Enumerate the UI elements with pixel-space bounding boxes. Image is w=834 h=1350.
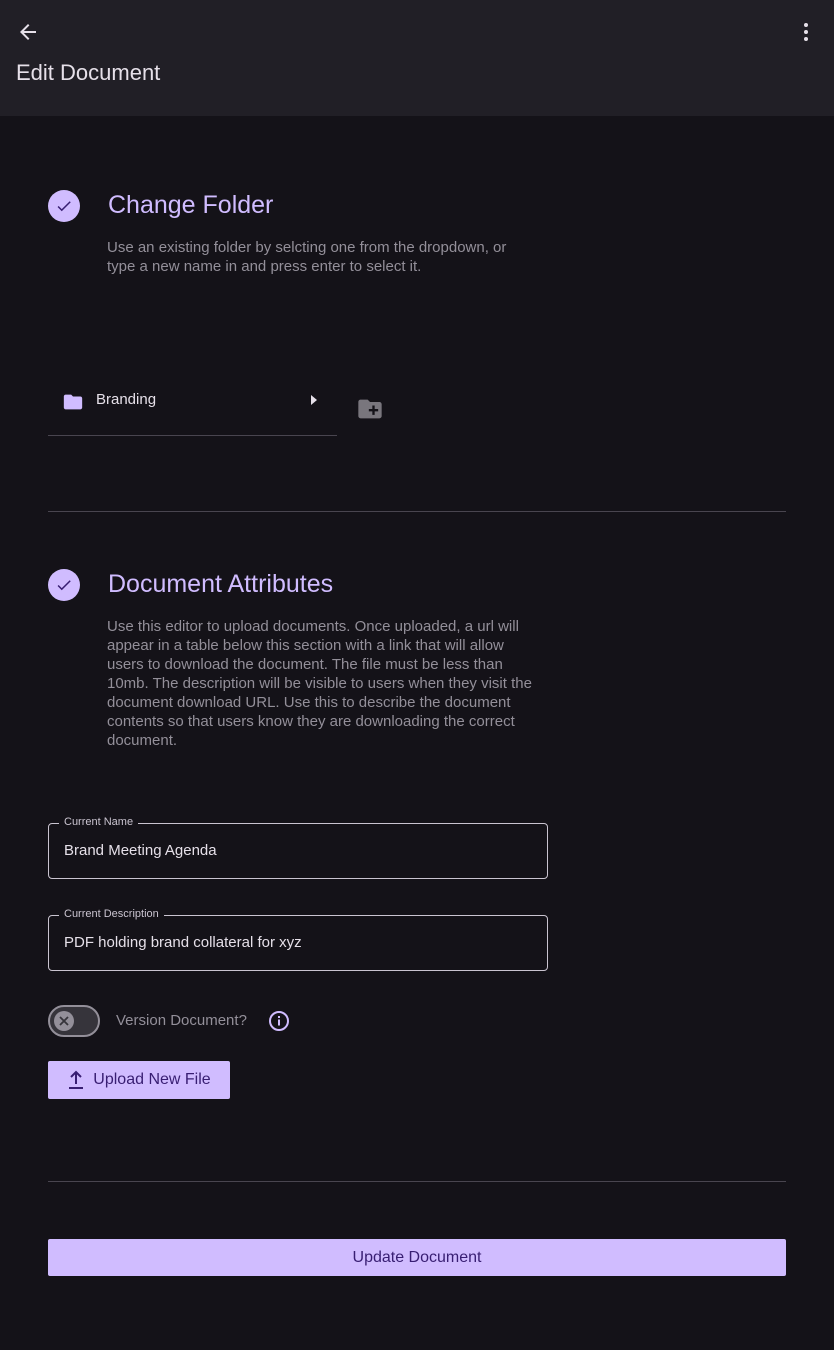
description-line: document download URL. Use this to describe the document bbox=[107, 694, 511, 711]
check-icon bbox=[55, 197, 73, 215]
current-name-field bbox=[48, 816, 548, 879]
change-folder-description bbox=[107, 238, 506, 276]
info-icon bbox=[267, 1009, 291, 1033]
description-line: type a new name in and press enter to select it. bbox=[107, 258, 422, 275]
description-line: users to download the document. The file must be less than bbox=[107, 656, 503, 673]
selected-folder-label: Branding bbox=[96, 391, 157, 408]
document-attributes-heading: Document Attributes bbox=[108, 570, 334, 598]
upload-icon bbox=[67, 1070, 85, 1090]
current-name-label: Current Name bbox=[59, 816, 138, 828]
current-description-label: Current Description bbox=[59, 908, 164, 920]
description-line: appear in a table below this section with a link that will allow bbox=[107, 637, 504, 654]
change-folder-heading: Change Folder bbox=[108, 191, 274, 219]
toggle-thumb bbox=[54, 1011, 74, 1031]
version-document-toggle[interactable] bbox=[48, 1005, 100, 1037]
description-line: 10mb. The description will be visible to users when they visit the bbox=[107, 675, 532, 692]
version-document-label: Version Document? bbox=[116, 1012, 247, 1029]
version-info-button[interactable] bbox=[267, 1009, 291, 1033]
update-document-button[interactable] bbox=[48, 1239, 786, 1276]
folder-icon bbox=[62, 391, 84, 413]
step-complete-badge bbox=[48, 569, 80, 601]
description-line: Use an existing folder by selcting one from the dropdown, or bbox=[107, 239, 507, 256]
folder-select[interactable] bbox=[48, 372, 337, 436]
new-folder-button[interactable] bbox=[350, 389, 390, 429]
more-vertical-icon bbox=[794, 20, 818, 44]
upload-button-label: Upload New File bbox=[93, 1071, 211, 1088]
back-button[interactable] bbox=[8, 12, 48, 52]
check-icon bbox=[55, 576, 73, 594]
document-attributes-description bbox=[107, 617, 532, 750]
description-line: document. bbox=[107, 732, 178, 749]
caret-right-icon bbox=[309, 394, 319, 406]
section-divider bbox=[48, 1181, 786, 1182]
more-options-button[interactable] bbox=[786, 12, 826, 52]
update-button-label: Update Document bbox=[352, 1248, 482, 1266]
folder-plus-icon bbox=[355, 395, 385, 423]
description-line: Use this editor to upload documents. Once uploaded, a url will bbox=[107, 618, 519, 635]
page-title: Edit Document bbox=[16, 60, 161, 85]
current-name-input[interactable] bbox=[64, 842, 534, 859]
description-line: contents so that users know they are downloading the correct bbox=[107, 713, 515, 730]
section-divider bbox=[48, 511, 786, 512]
close-icon bbox=[58, 1015, 70, 1027]
current-description-field bbox=[48, 908, 548, 971]
arrow-left-icon bbox=[16, 20, 40, 44]
app-bar bbox=[0, 0, 834, 116]
current-description-input[interactable] bbox=[64, 934, 534, 951]
step-complete-badge bbox=[48, 190, 80, 222]
upload-new-file-button[interactable] bbox=[48, 1061, 230, 1099]
